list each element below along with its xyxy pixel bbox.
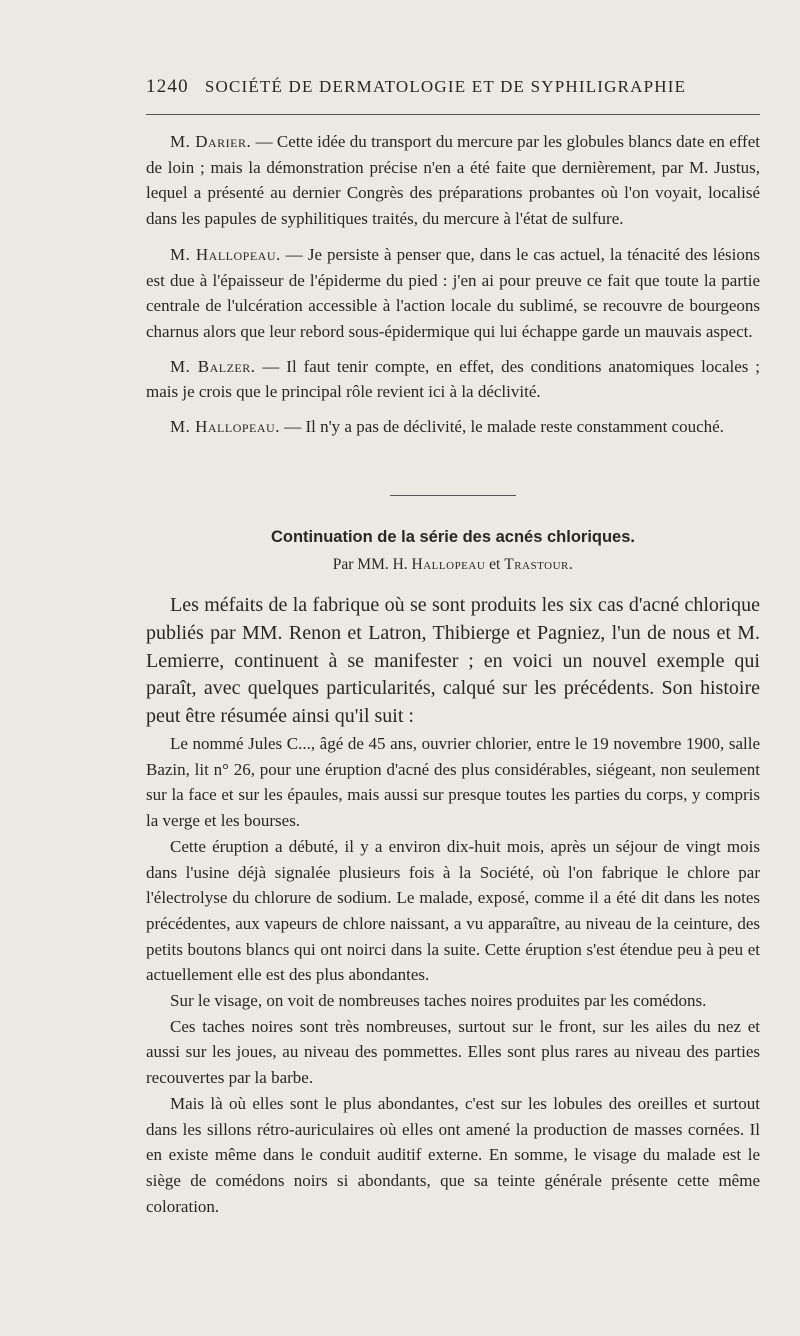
section-divider [390,495,516,496]
running-title: SOCIÉTÉ DE DERMATOLOGIE ET DE SYPHILIGRAPHIE [204,77,687,96]
running-header [146,76,760,98]
header-rule [146,114,760,115]
article-byline: Par MM. H. Hallopeau et Trastour. [332,556,574,573]
discussion-paragraph: M. Hallopeau. — Je persiste à penser que, dans le cas actuel, la ténacité des lésions est due à l'épaisseur de l'épiderme du pied : j'en ai pour preuve ce fait que toute la partie centrale de l'ulcération accessible à l'action locale du sublimé, se recouvre de bourgeons charnus alors que leur rebord sous-épidermique qui lui échappe garde un mauvais aspect. [146,244,760,341]
body-paragraph: Ces taches noires sont très nombreuses, surtout sur le front, sur les ailes du nez et aussi sur les joues, au niveau des pommettes. Elles sont plus rares au niveau des parties recouvertes par la barbe. [146,1016,760,1088]
body-paragraph: Sur le visage, on voit de nombreuses taches noires produites par les comédons. [170,991,707,1011]
article-title: Continuation de la série des acnés chloriques. [270,528,635,546]
page-number: 1240 [146,76,189,97]
discussion-paragraph: M. Hallopeau. — Il n'y a pas de déclivité, le malade reste constamment couché. [170,417,724,437]
author-name: Hallopeau [411,556,486,573]
body-paragraph: Cette éruption a débuté, il y a environ dix-huit mois, après un séjour de vingt mois dans l'usine déjà signalée plusieurs fois à la Société, où l'on fabrique le chlore par l'électrolyse du chlorure de sodium. Le malade, exposé, comme il a été dit dans les notes précédentes, aux vapeurs de chlore naissant, a vu apparaître, au niveau de la ceinture, des petits boutons blancs qui ont noirci dans la suite. Cette éruption s'est étendue peu à peu et actuellement elle est des plus abondantes. [146,836,760,985]
discussion-paragraph: M. Balzer. — Il faut tenir compte, en effet, des conditions anatomiques locales ; mais je crois que le principal rôle revient ici à la déclivité. [146,356,760,402]
speaker-name: M. Darier. [170,132,252,151]
body-paragraph: Le nommé Jules C..., âgé de 45 ans, ouvrier chlorier, entre le 19 novembre 1900, salle Bazin, lit n° 26, pour une éruption d'acné des plus considérables, siégeant, non seulement sur la face et sur les épaules, mais aussi sur presque toutes les parties du corps, y compris la verge et les bourses. [146,734,760,831]
author-name: Trastour. [504,556,574,573]
discussion-paragraph: M. Darier. — Cette idée du transport du mercure par les globules blancs date en effet de loin ; mais la démonstration précise n'en a été faite que dernièrement, par M. Justus, lequel a présenté au dernier Congrès des préparations probantes où l'on voyait, localisé dans les papules de syphilitiques traités, du mercure à l'état de sulfure. [146,132,760,229]
speaker-name: M. Hallopeau. [170,417,280,437]
lead-paragraph: Les méfaits de la fabrique où se sont produits les six cas d'acné chlorique publiés par MM. Renon et Latron, Thibierge et Pagniez, l'un de nous et M. Lemierre, continuent à se manifester ; en voici un nouvel exemple qui paraît, avec quelques particularités, calqué sur les précédents. Son histoire peut être résumée ainsi qu'il suit : [146,594,760,728]
body-paragraph: Mais là où elles sont le plus abondantes, c'est sur les lobules des oreilles et surtout dans les sillons rétro-auriculaires où elles ont amené la production de masses cornées. Il en existe même dans le conduit auditif externe. En somme, le visage du malade est le siège de comédons noirs si abondants, que sa teinte générale présente cette même coloration. [146,1093,760,1216]
speaker-name: M. Hallopeau. [170,244,281,264]
discussion-section [146,129,760,440]
case-report [146,731,760,1219]
speaker-name: M. Balzer. [170,356,256,376]
